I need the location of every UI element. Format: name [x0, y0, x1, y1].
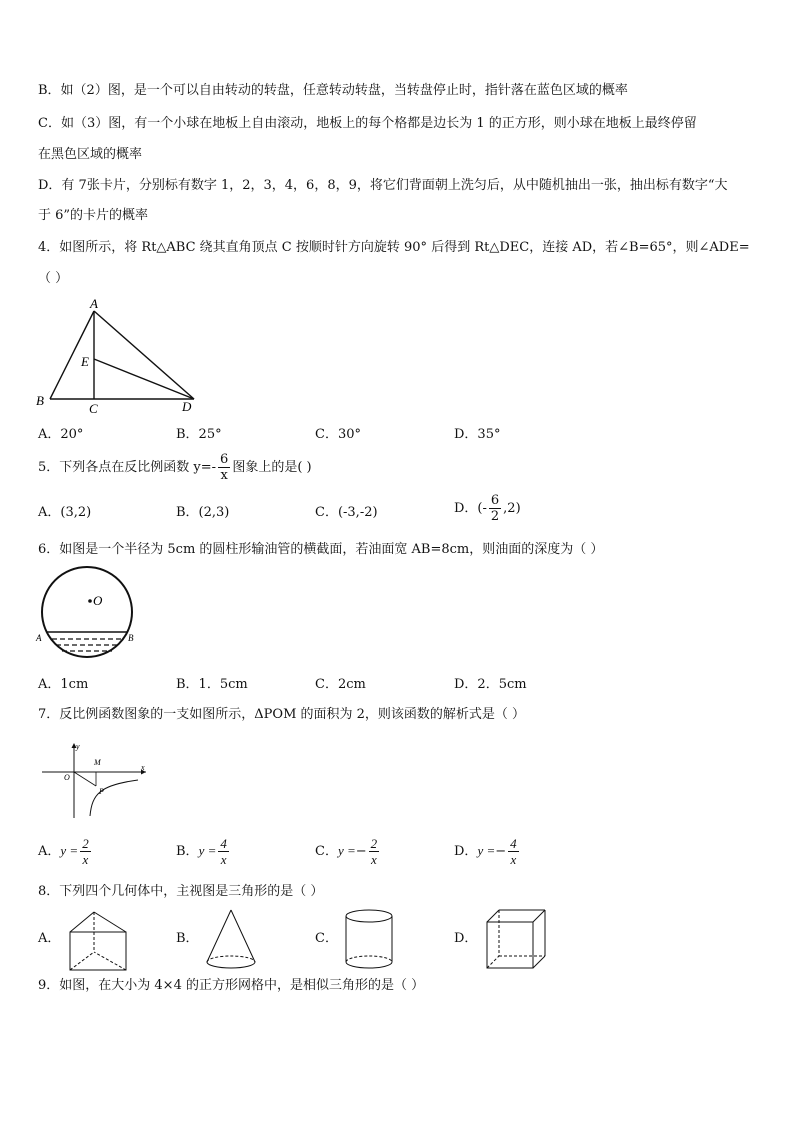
q3-option-c-line2: 在黑色区域的概率 — [38, 147, 143, 162]
q4-triangle-figure — [30, 295, 210, 420]
point-d-label: D — [182, 399, 192, 414]
q7-stem: 7．反比例函数图象的一支如图所示，ΔPOM 的面积为 2，则该函数的解析式是（ ） — [38, 707, 526, 722]
cylinder-shape — [342, 906, 398, 974]
q8-option-d: D． — [454, 931, 478, 946]
q5-option-d-den: 2 — [490, 509, 500, 524]
q5-stem-prefix: 5．下列各点在反比例函数 y=- — [38, 460, 217, 475]
q4-option-c: C．30° — [315, 427, 361, 442]
point-b-label: B — [128, 633, 134, 643]
q4-option-a: A．20° — [38, 427, 84, 442]
point-c-label: C — [89, 401, 98, 416]
q5-option-b: B．(2,3) — [176, 505, 230, 520]
q3-option-b: B．如（2）图，是一个可以自由转动的转盘，任意转动转盘，当转盘停止时，指针落在蓝色区域的概率 — [38, 83, 628, 98]
q7-option-b: B．y = $\frac{4}{x}$ — [176, 836, 227, 867]
q5-option-a: A．(3,2) — [38, 505, 92, 520]
q5-stem-suffix: 图象上的是( ) — [232, 460, 312, 475]
q9-stem: 9．如图，在大小为 4×4 的正方形网格中，是相似三角形的是（ ） — [38, 978, 425, 993]
cone-shape — [203, 906, 265, 972]
prism-shape — [66, 908, 136, 974]
q5-option-d-num: 6 — [490, 493, 500, 508]
q3-option-d-line1: D．有 7张卡片，分别标有数字 1，2，3，4，6，8，9，将它们背面朝上洗匀后，从中随机抽出一张，抽出标有数字“大 — [38, 178, 728, 193]
q8-option-c: C． — [315, 931, 338, 946]
y-axis-label: y — [76, 742, 80, 751]
origin-label: O — [64, 773, 70, 782]
q8-stem: 8．下列四个几何体中，主视图是三角形的是（ ） — [38, 884, 324, 899]
q7-option-a: A．y = $\frac{2}{x}$ — [38, 836, 89, 867]
point-a-label: A — [36, 633, 42, 643]
q5-option-d — [454, 493, 521, 524]
q5-option-d-suffix: ,2) — [503, 501, 521, 516]
point-p-label: P — [99, 787, 104, 796]
x-axis-label: x — [141, 763, 145, 772]
q7-option-c: C．y =− $\frac{2}{x}$ — [315, 836, 378, 867]
q5-option-d-prefix: D．(- — [454, 501, 487, 516]
q5-option-c: C．(-3,-2) — [315, 505, 378, 520]
q4-option-d: D．35° — [454, 427, 501, 442]
q6-pipe-figure — [34, 567, 144, 667]
q7-graph-figure — [40, 740, 155, 825]
q4-stem-line2: （ ） — [38, 271, 69, 286]
point-a-label: A — [90, 296, 98, 311]
q6-option-d: D．2．5cm — [454, 677, 527, 692]
q6-option-b: B．1．5cm — [176, 677, 248, 692]
q8-option-a: A． — [38, 931, 61, 946]
q3-option-c-line1: C．如（3）图，有一个小球在地板上自由滚动，地板上的每个格都是边长为 1 的正方形，则小球在地板上最终停留 — [38, 116, 697, 131]
q6-stem: 6．如图是一个半径为 5cm 的圆柱形输油管的横截面，若油面宽 AB=8cm，则油面的深度为（ ） — [38, 542, 604, 557]
center-o-label: O — [93, 593, 103, 608]
point-b-label: B — [36, 393, 44, 408]
q4-stem-line1: 4．如图所示，将 Rt△ABC 绕其直角顶点 C 按顺时针方向旋转 90° 后得到 Rt△DEC，连接 AD，若∠B=65°，则∠ADE= — [38, 240, 750, 255]
cube-shape — [483, 906, 551, 972]
q5-option-d-fraction — [489, 493, 501, 524]
q6-option-c: C．2cm — [315, 677, 366, 692]
q8-option-b: B． — [176, 931, 199, 946]
q3-option-d-line2: 于 6”的卡片的概率 — [38, 208, 149, 223]
q4-option-b: B．25° — [176, 427, 222, 442]
point-m-label: M — [94, 758, 101, 767]
q5-stem — [38, 452, 312, 483]
q5-fraction — [218, 452, 230, 483]
q6-option-a: A．1cm — [38, 677, 89, 692]
q7-option-d: D．y =− $\frac{4}{x}$ — [454, 836, 517, 867]
q5-fraction-den: x — [220, 468, 228, 483]
point-e-label: E — [81, 354, 89, 369]
q5-fraction-num: 6 — [220, 452, 229, 467]
